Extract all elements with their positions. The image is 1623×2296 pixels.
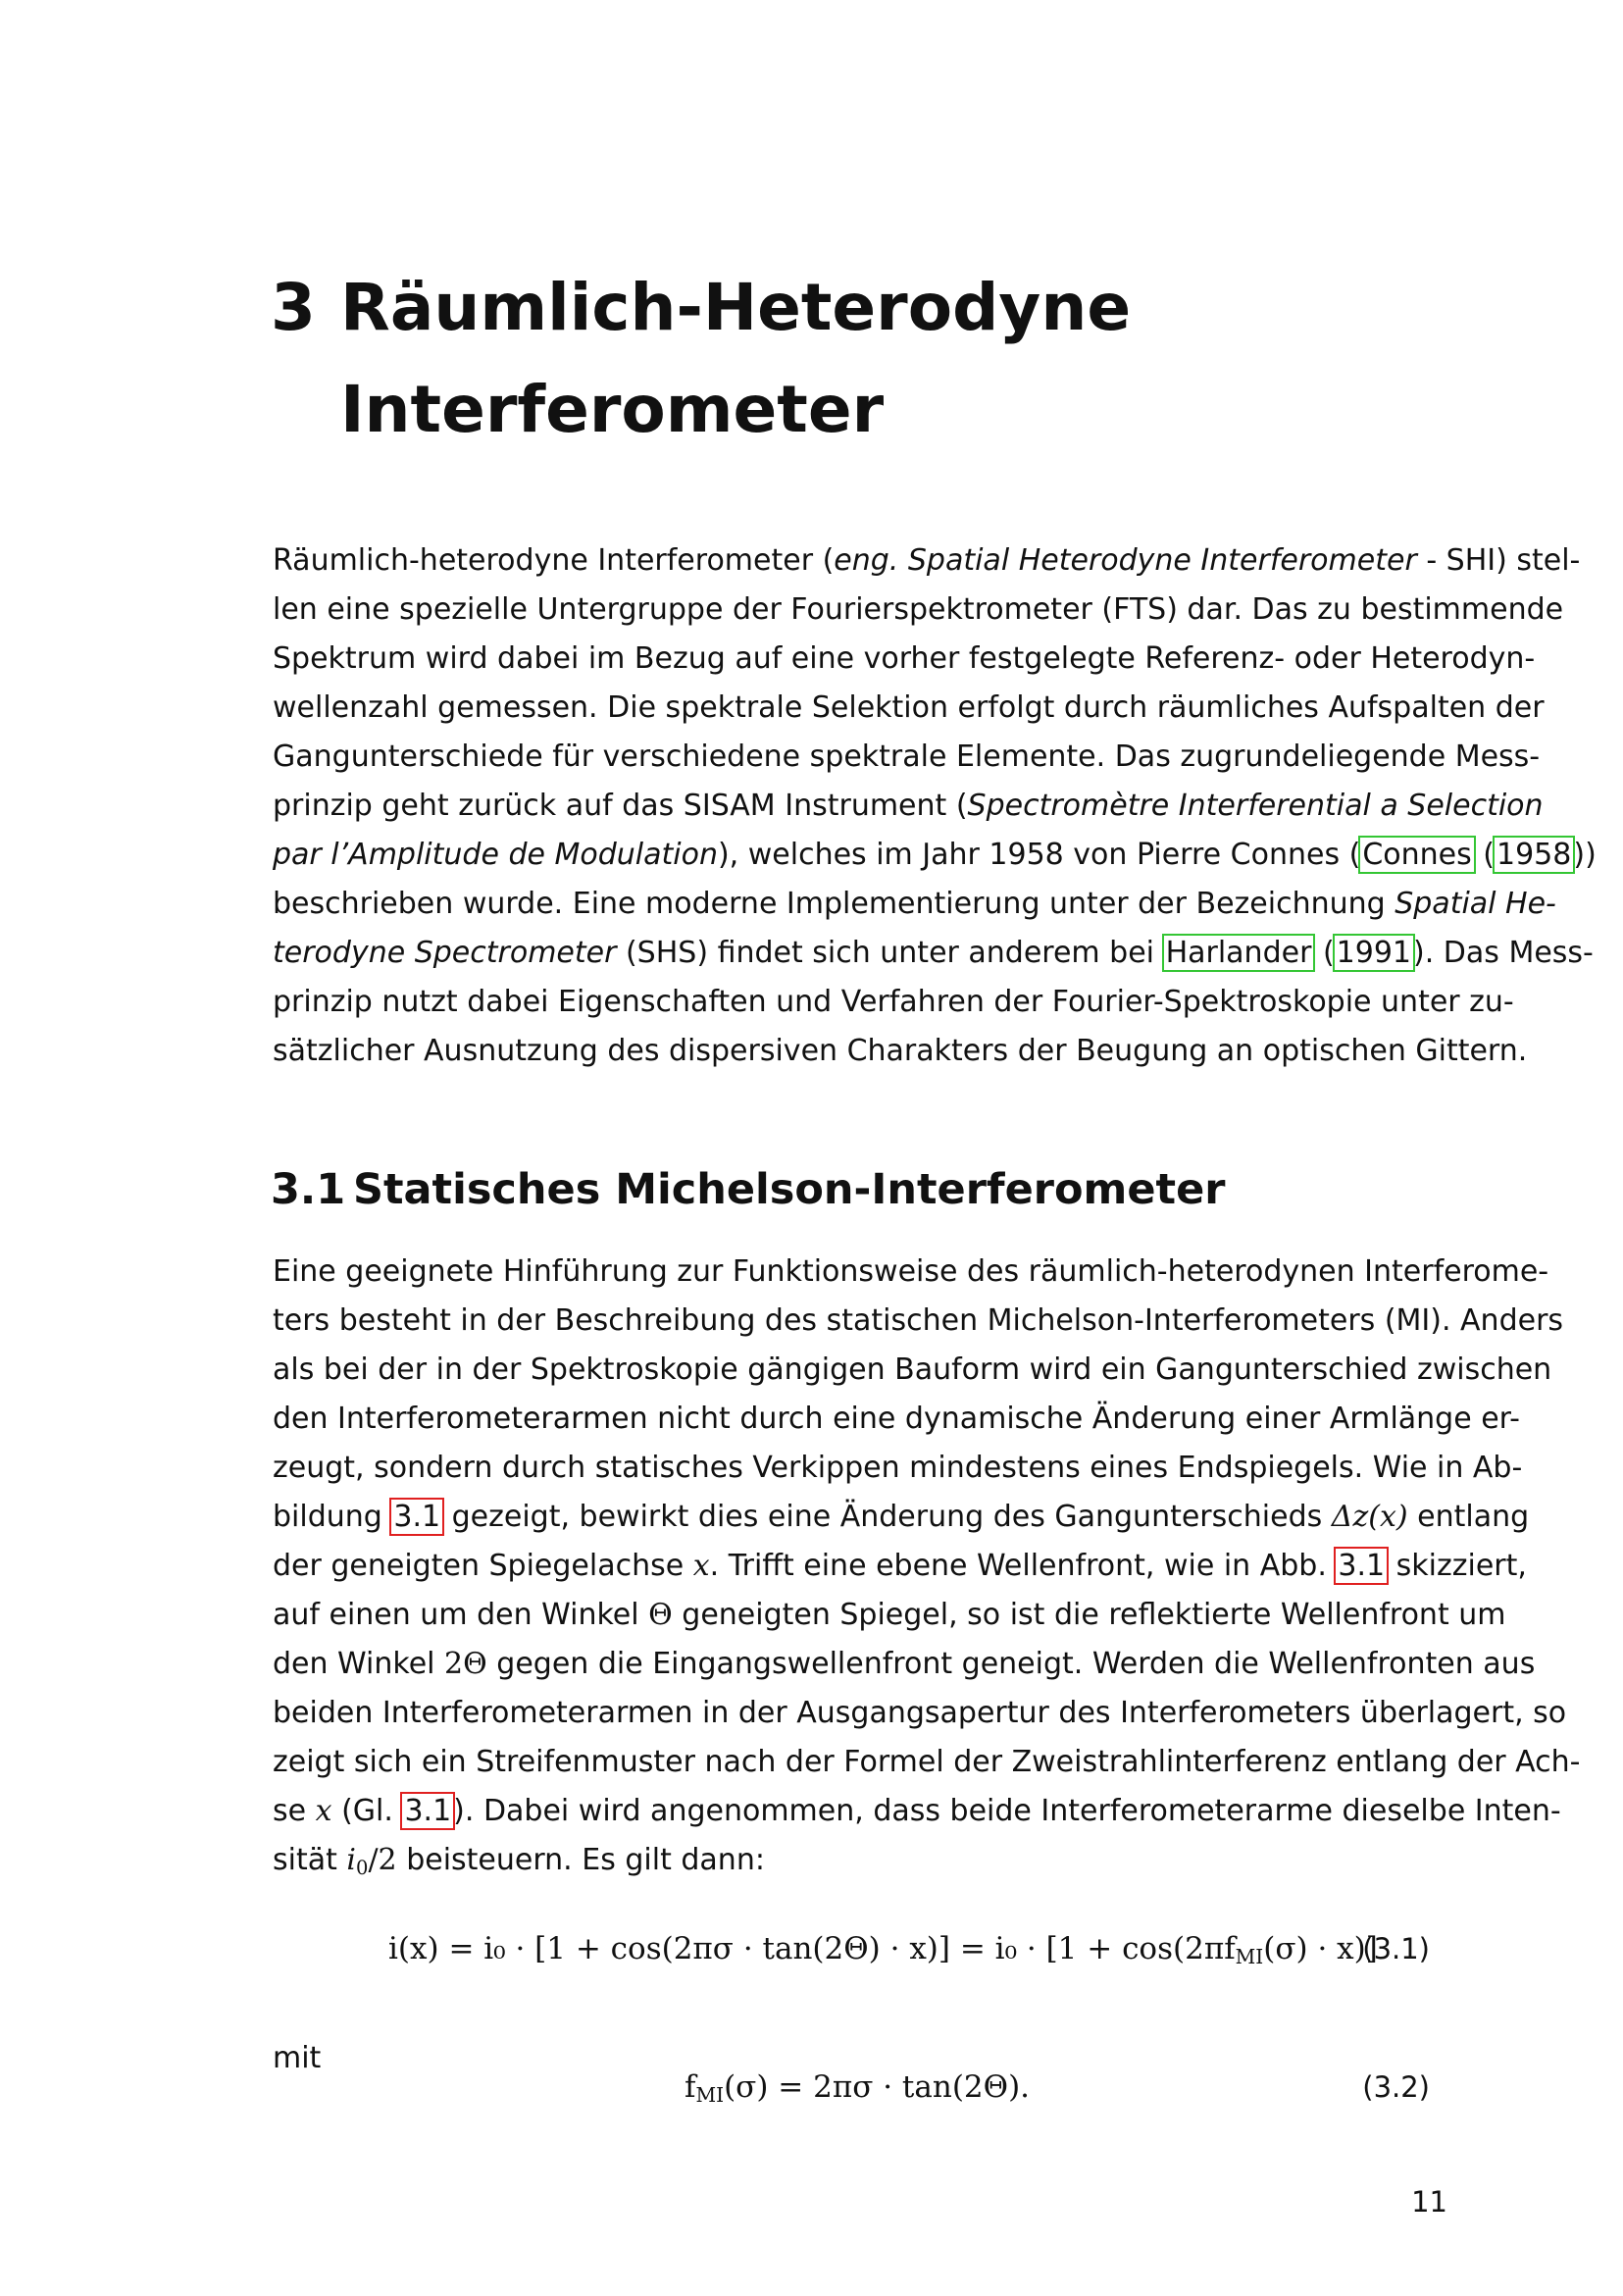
- text-line: beschrieben wurde. Eine moderne Implementierung unter der Bezeichnung Spatial He-: [273, 887, 1556, 921]
- text-line: der geneigten Spiegelachse x. Trifft eine ebene Wellenfront, wie in Abb. 3.1 skizziert,: [273, 1549, 1527, 1583]
- equation-ref-link[interactable]: 3.1: [404, 1794, 452, 1828]
- page-number: 11: [1411, 2185, 1447, 2219]
- equation-body: $i(x) = i_0 \cdot [1 + \cos(2\pi\sigma \cdot \tan(2\Theta) \cdot x)] = i_0 \cdot [1 + \cos(2\pi f_{MI}(\sigma) \cdot x)]$: [388, 1931, 1378, 1969]
- text-line: auf einen um den Winkel Θ geneigten Spiegel, so ist die reflektierte Wellenfront um: [273, 1598, 1506, 1632]
- text-line: se x (Gl. 3.1). Dabei wird angenommen, dass beide Interferometerarme dieselbe Inten-: [273, 1794, 1561, 1828]
- chapter-title-line1: Räumlich-Heterodyne: [340, 270, 1132, 345]
- chapter-title-line2: Interferometer: [340, 372, 885, 447]
- text-line: bildung 3.1 gezeigt, bewirkt dies eine Änderung des Gangunterschieds Δz(x) entlang: [273, 1500, 1530, 1534]
- text-line: zeigt sich ein Streifenmuster nach der Formel der Zweistrahlinterferenz entlang der Ach-: [273, 1745, 1581, 1779]
- text-line: Gangunterschiede für verschiedene spektrale Elemente. Das zugrundeliegende Mess-: [273, 740, 1541, 774]
- equation-number: (3.2): [1362, 2070, 1430, 2104]
- text-line: par l’Amplitude de Modulation), welches im Jahr 1958 von Pierre Connes (Connes (1958)): [273, 838, 1597, 872]
- text-line: ters besteht in der Beschreibung des statischen Michelson-Interferometers (MI). Anders: [273, 1303, 1564, 1338]
- text-line: als bei der in der Spektroskopie gängigen Bauform wird ein Gangunterschied zwischen: [273, 1352, 1552, 1387]
- text-line: sität $i_0/2$ beisteuern. Es gilt dann:: [273, 1843, 765, 1879]
- equation-3-2: [273, 2058, 1430, 2117]
- text-line: prinzip nutzt dabei Eigenschaften und Verfahren der Fourier-Spektroskopie unter zu-: [273, 985, 1514, 1019]
- text-line: Räumlich-heterodyne Interferometer (eng. Spatial Heterodyne Interferometer - SHI) stel-: [273, 543, 1581, 578]
- text-mit: mit: [273, 2041, 322, 2075]
- text-line: beiden Interferometerarmen in der Ausgangsapertur des Interferometers überlagert, so: [273, 1696, 1567, 1730]
- figure-ref-link[interactable]: 3.1: [393, 1500, 441, 1534]
- text-line: zeugt, sondern durch statisches Verkippen mindestens eines Endspiegels. Wie in Ab-: [273, 1451, 1523, 1485]
- figure-ref-link[interactable]: 3.1: [1338, 1549, 1386, 1583]
- section-heading: [271, 1155, 1447, 1224]
- text-line: terodyne Spectrometer (SHS) findet sich unter anderem bei Harlander (1991). Das Mess-: [273, 936, 1594, 970]
- equation-number: (3.1): [1362, 1932, 1430, 1965]
- text-line: Spektrum wird dabei im Bezug auf eine vorher festgelegte Referenz- oder Heterodyn-: [273, 641, 1536, 676]
- text-line: den Interferometerarmen nicht durch eine dynamische Änderung einer Armlänge er-: [273, 1402, 1520, 1436]
- text-line: den Winkel 2Θ gegen die Eingangswellenfront geneigt. Werden die Wellenfronten aus: [273, 1647, 1536, 1681]
- text-line: wellenzahl gemessen. Die spektrale Selektion erfolgt durch räumliches Aufspalten der: [273, 690, 1545, 725]
- text-line: Eine geeignete Hinführung zur Funktionsweise des räumlich-heterodynen Interferome-: [273, 1254, 1549, 1289]
- citation-year-link-harlander[interactable]: 1991: [1336, 936, 1412, 970]
- citation-link-harlander[interactable]: Harlander: [1165, 936, 1312, 970]
- section-number: 3.1: [271, 1165, 346, 1214]
- citation-link-connes[interactable]: Connes: [1362, 838, 1472, 872]
- citation-year-link-connes[interactable]: 1958: [1496, 838, 1572, 872]
- text-line: len eine spezielle Untergruppe der Fourierspektrometer (FTS) dar. Das zu bestimmende: [273, 592, 1564, 627]
- section-title: Statisches Michelson-Interferometer: [353, 1165, 1226, 1214]
- equation-3-1: [273, 1919, 1430, 1978]
- text-line: sätzlicher Ausnutzung des dispersiven Charakters der Beugung an optischen Gittern.: [273, 1034, 1528, 1068]
- chapter-number: 3: [271, 270, 316, 345]
- equation-body: $f_{MI}(\sigma) = 2\pi\sigma \cdot \tan(2\Theta)$.: [685, 2069, 1031, 2108]
- text-line: prinzip geht zurück auf das SISAM Instrument (Spectromètre Interferential a Selection: [273, 789, 1544, 823]
